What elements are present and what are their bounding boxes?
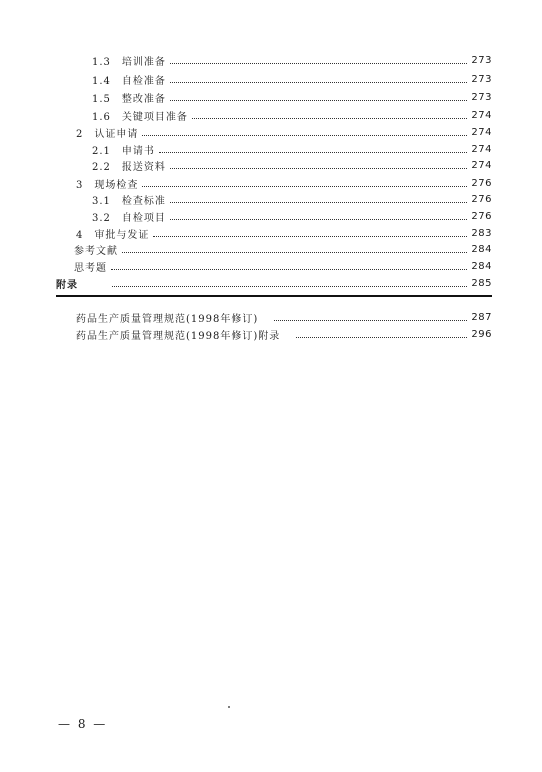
toc-entry-label: 3.2 自检项目 [92, 212, 166, 224]
toc-entry-label: 2.2 报送资料 [92, 161, 166, 173]
toc-entry-page: 274 [471, 143, 492, 155]
toc-entry-page: 273 [471, 91, 492, 103]
toc-entry-page: 274 [471, 109, 492, 121]
toc-entry-1-3 [92, 52, 492, 68]
dot-leader [192, 118, 468, 119]
toc-entry-label: 思考题 [74, 262, 107, 274]
toc-entry-label: 1.3 培训准备 [92, 56, 166, 68]
dot-leader [142, 135, 467, 136]
page-number: — 8 — [58, 717, 108, 731]
toc-entry-page: 276 [471, 210, 492, 222]
dot-leader [170, 82, 468, 83]
toc-entry-page: 274 [471, 159, 492, 171]
toc-entry-label: 参考文献 [74, 245, 118, 257]
toc-entry-label: 1.6 关键项目准备 [92, 111, 188, 123]
appendix-entry-gmp [76, 309, 492, 325]
appendix-entry-page: 296 [471, 328, 492, 340]
appendix-entry-gmp-annex [76, 326, 492, 342]
toc-entry-page: 273 [471, 73, 492, 85]
dot-leader [112, 286, 467, 287]
appendix-entry-page: 287 [471, 311, 492, 323]
appendix-entry-label: 药品生产质量管理规范(1998年修订) [76, 313, 259, 325]
dot-leader [170, 202, 468, 203]
toc-entry-label: 附录 [56, 279, 78, 291]
toc-entry-page: 283 [471, 227, 492, 239]
toc-entry-3-2 [92, 208, 492, 224]
dot-leader [170, 219, 468, 220]
toc-entry-label: 3 现场检查 [76, 179, 139, 191]
dot-leader [170, 168, 468, 169]
toc-entry-label: 1.5 整改准备 [92, 93, 166, 105]
toc-entry-page: 284 [471, 260, 492, 272]
dot-leader [274, 320, 467, 321]
toc-entry-1-4 [92, 71, 492, 87]
toc-entry-page: 274 [471, 126, 492, 138]
toc-entry-3 [76, 175, 492, 191]
dot-leader [170, 100, 468, 101]
toc-entry-label: 2.1 申请书 [92, 145, 155, 157]
section-divider [56, 295, 492, 297]
toc-entry-label: 3.1 检查标准 [92, 195, 166, 207]
dot-leader [142, 186, 467, 187]
toc-entry-appendix [56, 275, 492, 291]
toc-entry-page: 284 [471, 243, 492, 255]
dot-leader [122, 252, 467, 253]
scan-speck [228, 706, 230, 708]
toc-entry-label: 1.4 自检准备 [92, 75, 166, 87]
toc-entry-2-1 [92, 141, 492, 157]
dot-leader [170, 63, 468, 64]
toc-entry-1-6 [92, 107, 492, 123]
toc-entry-label: 4 审批与发证 [76, 229, 150, 241]
toc-entry-1-5 [92, 89, 492, 105]
toc-entry-page: 276 [471, 177, 492, 189]
appendix-entry-label: 药品生产质量管理规范(1998年修订)附录 [76, 330, 281, 342]
toc-entry-label: 2 认证申请 [76, 128, 139, 140]
toc-entry-page: 285 [471, 277, 492, 289]
dot-leader [153, 236, 467, 237]
toc-entry-2-2 [92, 157, 492, 173]
toc-entry-4 [76, 225, 492, 241]
dot-leader [111, 269, 467, 270]
dot-leader [159, 152, 468, 153]
toc-entry-2 [76, 124, 492, 140]
dot-leader [296, 337, 467, 338]
toc-entry-3-1 [92, 191, 492, 207]
toc-entry-page: 273 [471, 54, 492, 66]
toc-entry-references [74, 241, 492, 257]
toc-entry-questions [74, 258, 492, 274]
toc-entry-page: 276 [471, 193, 492, 205]
